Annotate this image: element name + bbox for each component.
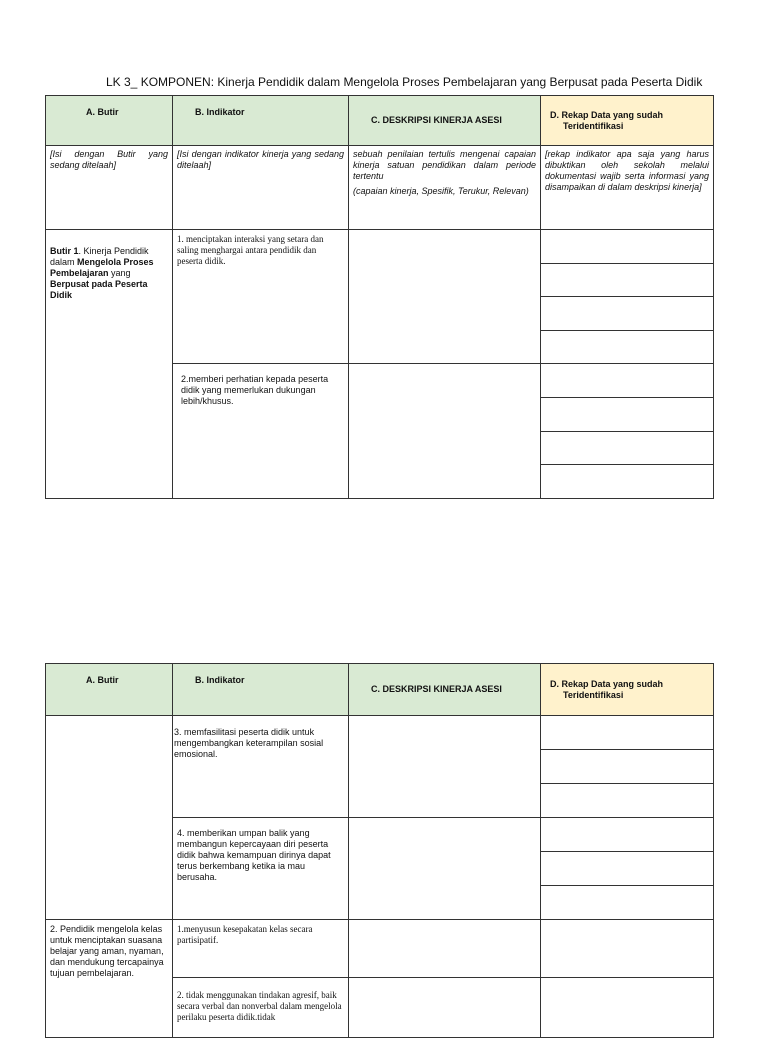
rekap-slot[interactable] — [541, 716, 713, 750]
rekap-cell-4 — [541, 818, 714, 920]
header-row — [46, 664, 714, 716]
indicator-2: 2.memberi perhatian kepada peserta didik yang memerlukan dukungan lebih/khusus. — [173, 364, 349, 499]
header-row — [46, 96, 714, 146]
rekap-slot[interactable] — [541, 465, 713, 498]
rekap-slot[interactable] — [541, 297, 713, 331]
header-deskripsi: C. DESKRIPSI KINERJA ASESI — [349, 664, 541, 716]
butir-1-text2: yang — [108, 268, 131, 278]
rekap-cell-2 — [541, 364, 714, 499]
indicator-row-1 — [46, 230, 714, 364]
header-rekap-line2: Teridentifikasi — [563, 689, 624, 700]
indicator-3: 3. memfasilitasi peserta didik untuk mengembangkan keterampilan sosial emosional. — [173, 716, 349, 818]
rekap-cell-1 — [541, 230, 714, 364]
rekap-slot[interactable] — [541, 398, 713, 432]
rekap-slot[interactable] — [541, 818, 713, 852]
header-rekap-line1: D. Rekap Data yang sudah — [550, 678, 664, 689]
butir-1-bold: Mengelola Proses Pembelajaran — [50, 257, 154, 278]
header-rekap-line1: D. Rekap Data yang sudah — [550, 109, 664, 120]
indicator-1: 1. menciptakan interaksi yang setara dan saling menghargai antara pendidik dan peserta didik. — [173, 230, 349, 364]
table-1 — [45, 95, 714, 499]
butir-1-bold2: Berpusat pada Peserta Didik — [50, 279, 148, 300]
header-rekap — [541, 664, 714, 716]
rekap-slot[interactable] — [541, 784, 713, 817]
header-indikator: B. Indikator — [173, 664, 349, 716]
rekap-slot[interactable] — [541, 886, 713, 919]
rekap-slot[interactable] — [541, 432, 713, 466]
deskripsi-cell-5[interactable] — [349, 920, 541, 978]
rekap-slot[interactable] — [541, 230, 713, 264]
butir-2-cell: 2. Pendidik mengelola kelas untuk menciptakan suasana belajar yang aman, nyaman, dan mendukung tercapainya tujuan pembelajaran. — [46, 920, 173, 1038]
indicator-4: 4. memberikan umpan balik yang membangun kepercayaan diri peserta didik bahwa kemampuan dirinya dapat terus berkembang ketika ia mau berusaha. — [173, 818, 349, 920]
rekap-cell-3 — [541, 716, 714, 818]
indicator-row-5 — [46, 920, 714, 978]
rekap-slot[interactable] — [541, 331, 713, 364]
rekap-slot[interactable] — [541, 364, 713, 398]
deskripsi-cell-6[interactable] — [349, 978, 541, 1038]
header-butir: A. Butir — [46, 96, 173, 146]
guide-deskripsi — [349, 146, 541, 230]
guide-indikator: [Isi dengan indikator kinerja yang sedang ditelaah] — [173, 146, 349, 230]
butir-1-text: . Kinerja Pendidik dalam — [50, 246, 149, 267]
rekap-slot[interactable] — [541, 264, 713, 298]
indicator-6: 2. tidak menggunakan tindakan agresif, baik secara verbal dan nonverbal dalam mengelola perilaku peserta didik.tidak — [173, 978, 349, 1038]
table-2 — [45, 663, 714, 1038]
header-butir: A. Butir — [46, 664, 173, 716]
header-deskripsi: C. DESKRIPSI KINERJA ASESI — [349, 96, 541, 146]
butir-1-cell — [46, 230, 173, 499]
butir-1-label: Butir 1 — [50, 246, 79, 256]
rekap-cell-6[interactable] — [541, 978, 714, 1038]
header-rekap-line2: Teridentifikasi — [563, 120, 624, 131]
deskripsi-cell-4[interactable] — [349, 818, 541, 920]
guide-deskripsi-text: sebuah penilaian tertulis mengenai capaian kinerja satuan pendidikan dalam periode tertentu — [353, 149, 536, 181]
deskripsi-cell-2[interactable] — [349, 364, 541, 499]
guide-rekap: [rekap indikator apa saja yang harus dibuktikan oleh sekolah melalui dokumentasi wajib serta informasi yang disampaikan di dalam deskripsi kinerja] — [541, 146, 714, 230]
guide-deskripsi-note: (capaian kinerja, Spesifik, Terukur, Relevan) — [353, 186, 529, 196]
rekap-slot[interactable] — [541, 852, 713, 886]
indicator-row-3 — [46, 716, 714, 818]
header-indikator: B. Indikator — [173, 96, 349, 146]
header-rekap — [541, 96, 714, 146]
butir-empty-cell — [46, 716, 173, 920]
rekap-slot[interactable] — [541, 750, 713, 784]
rekap-cell-5[interactable] — [541, 920, 714, 978]
guide-row — [46, 146, 714, 230]
deskripsi-cell-1[interactable] — [349, 230, 541, 364]
document-title: LK 3_ KOMPONEN: Kinerja Pendidik dalam Mengelola Proses Pembelajaran yang Berpusat pada Peserta Didik — [106, 75, 703, 89]
guide-butir: [Isi dengan Butir yang sedang ditelaah] — [46, 146, 173, 230]
deskripsi-cell-3[interactable] — [349, 716, 541, 818]
indicator-5: 1.menyusun kesepakatan kelas secara partisipatif. — [173, 920, 349, 978]
